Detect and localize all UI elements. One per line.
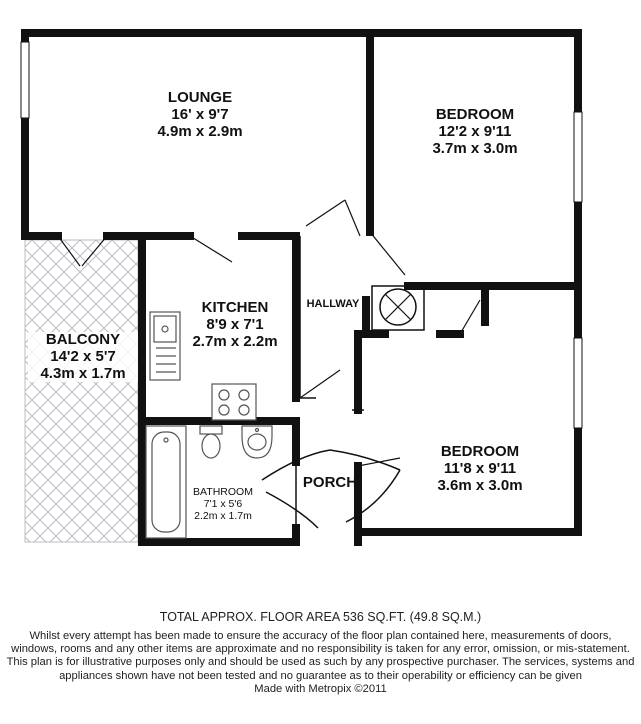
porch-label [285,475,375,492]
bedroom2-label [400,444,560,494]
toilet-icon [200,426,222,458]
balcony-imperial: 14'2 x 5'7 [50,347,116,365]
total-floor-area: TOTAL APPROX. FLOOR AREA 536 SQ.FT. (49.8 SQ.M.) [159,610,482,624]
hallway-name: HALLWAY [306,298,360,310]
hallway-label [300,298,366,310]
lounge-name: LOUNGE [167,89,233,106]
bedroom2-metric: 3.6m x 3.0m [437,476,523,494]
credit-text: Made with Metropix ©2011 [254,682,387,695]
bedroom2-imperial: 11'8 x 9'11 [443,459,517,477]
basin-icon [242,426,272,458]
cylinder-icon [372,286,424,330]
bedroom1-imperial: 12'2 x 9'11 [438,122,512,140]
hob-icon [212,384,256,420]
balcony-name: BALCONY [45,331,121,348]
lounge-imperial: 16' x 9'7 [171,105,229,123]
balcony-label [28,332,138,382]
bathroom-name: BATHROOM [193,486,253,498]
bedroom1-metric: 3.7m x 3.0m [432,139,518,157]
kitchen-name: KITCHEN [201,299,269,316]
kitchen-label [176,300,294,350]
bedroom1-label [395,107,555,157]
porch-name: PORCH [302,474,358,491]
kitchen-metric: 2.7m x 2.2m [192,332,278,350]
kitchen-imperial: 8'9 x 7'1 [206,315,264,333]
balcony-metric: 4.3m x 1.7m [40,364,126,382]
lounge-label [120,90,280,140]
bathroom-label [182,487,264,522]
bath-icon [146,426,186,538]
bathroom-imperial: 7'1 x 5'6 [203,497,243,510]
balcony-area [25,240,138,542]
bathroom-metric: 2.2m x 1.7m [194,509,252,522]
lounge-metric: 4.9m x 2.9m [157,122,243,140]
footer [0,610,641,696]
bedroom2-name: BEDROOM [440,443,520,460]
bedroom1-name: BEDROOM [435,106,515,123]
disclaimer-text: Whilst every attempt has been made to ensure the accuracy of the floor plan contained here, measurements of doors, windows, rooms and any other items are approximate and no responsibility is taken for any error, omission, or mis-statement. This plan is for illustrative purposes only and should be used as such by any prospective purchaser. The services, systems and appliances shown have not been tested and no guarantee as to their operability or efficiency can be given [6,630,635,682]
